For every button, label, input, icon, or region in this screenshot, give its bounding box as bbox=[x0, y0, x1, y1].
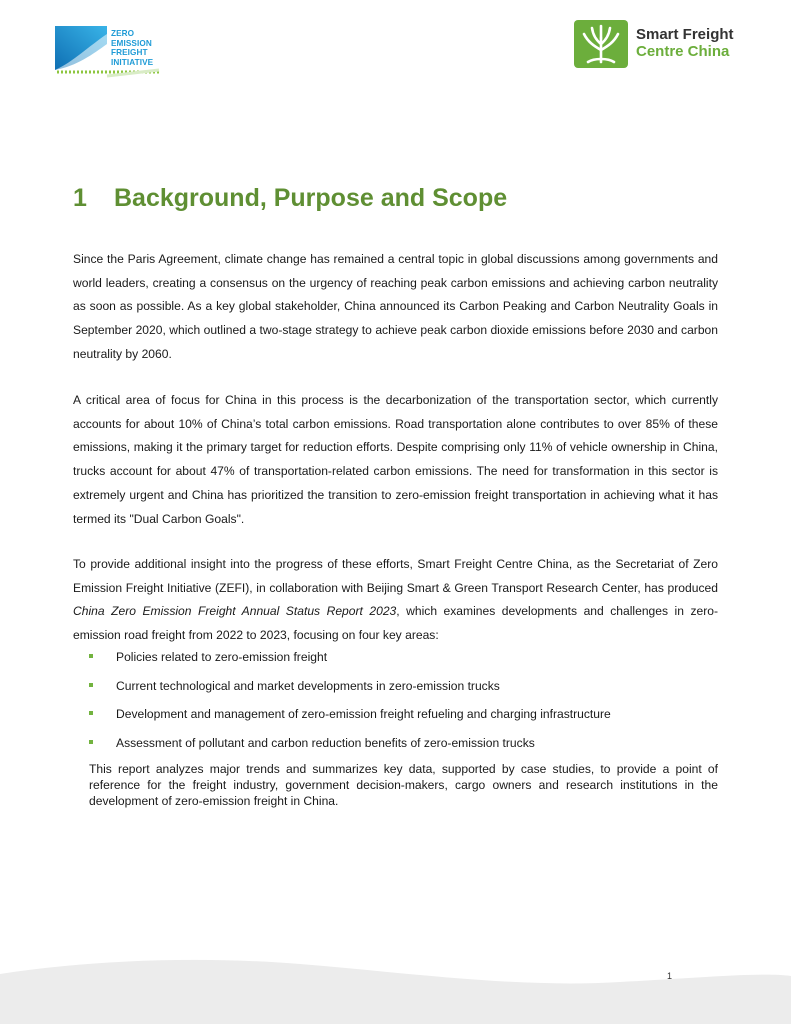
paragraph-report-intro-end: , which examines developments and challenges in zero-emission road freight from 2022 to 2023, focusing on four key areas: bbox=[73, 604, 718, 643]
list-item-text: Assessment of pollutant and carbon reduction benefits of zero-emission trucks bbox=[116, 735, 535, 750]
list-item-text: Current technological and market developments in zero-emission trucks bbox=[116, 678, 500, 693]
bullet-square-icon bbox=[89, 683, 93, 687]
bullet-square-icon bbox=[89, 654, 93, 658]
section-number: 1 bbox=[73, 184, 87, 212]
list-item bbox=[89, 645, 729, 674]
page-number: 1 bbox=[667, 971, 673, 981]
tree-icon bbox=[574, 20, 628, 68]
sfc-logo-text bbox=[636, 26, 734, 60]
sfc-logo-line1: Smart Freight bbox=[636, 26, 734, 43]
report-title: China Zero Emission Freight Annual Status Report 2023 bbox=[73, 604, 397, 619]
list-item bbox=[89, 731, 729, 760]
bullet-square-icon bbox=[89, 711, 93, 715]
list-item bbox=[89, 702, 729, 731]
list-item-text: Policies related to zero-emission freight bbox=[116, 650, 328, 664]
paragraph-transport-sector: A critical area of focus for China in this process is the decarbonization of the transportation sector, which currently accounts for about 10% of China’s total carbon emissions. Road transportation alone contributes to over 85% of these emissions, making it the primary target for reduction efforts. Despite comprising only 11% of vehicle ownership in China, trucks account for about 47% of transportation-related carbon emissions. The need for transformation in this sector is extremely urgent and China has prioritized the transition to zero-emission freight transportation in achieving what it has termed its "Dual Carbon Goals". bbox=[73, 393, 718, 526]
section-title: Background, Purpose and Scope bbox=[114, 184, 508, 212]
sfc-logo-line2: Centre China bbox=[636, 43, 730, 60]
paragraph-report-summary: This report analyzes major trends and summarizes key data, supported by case studies, to provide a point of reference for the freight industry, government decision-makers, cargo owners and research institutions in the development of zero-emission freight in China. bbox=[89, 762, 718, 809]
paragraph-report-intro-start: To provide additional insight into the progress of these efforts, Smart Freight Centre China, as the Secretariat of Zero Emission Freight Initiative (ZEFI), in collaboration with Beijing Smart & Green Transport Research Center, has produced bbox=[73, 557, 718, 595]
list-item-text: Development and management of zero-emission freight refueling and charging infrastructure bbox=[116, 707, 611, 722]
paragraph-report-intro bbox=[73, 553, 718, 648]
bullet-square-icon bbox=[89, 740, 93, 744]
footer-wave bbox=[0, 950, 791, 1024]
section-heading bbox=[73, 184, 507, 213]
list-item bbox=[89, 674, 729, 703]
paragraph-paris-agreement: Since the Paris Agreement, climate change has remained a central topic in global discussions among governments and world leaders, creating a consensus on the urgency of reaching peak carbon emissions and achieving carbon neutrality as soon as possible. As a key global stakeholder, China announced its Carbon Peaking and Carbon Neutrality Goals in September 2020, which outlined a two-stage strategy to achieve peak carbon dioxide emissions before 2030 and carbon neutrality by 2060. bbox=[73, 252, 718, 361]
zefi-logo-text: ZERO EMISSION FREIGHT INITIATIVE bbox=[111, 29, 154, 67]
key-areas-list bbox=[89, 645, 729, 759]
